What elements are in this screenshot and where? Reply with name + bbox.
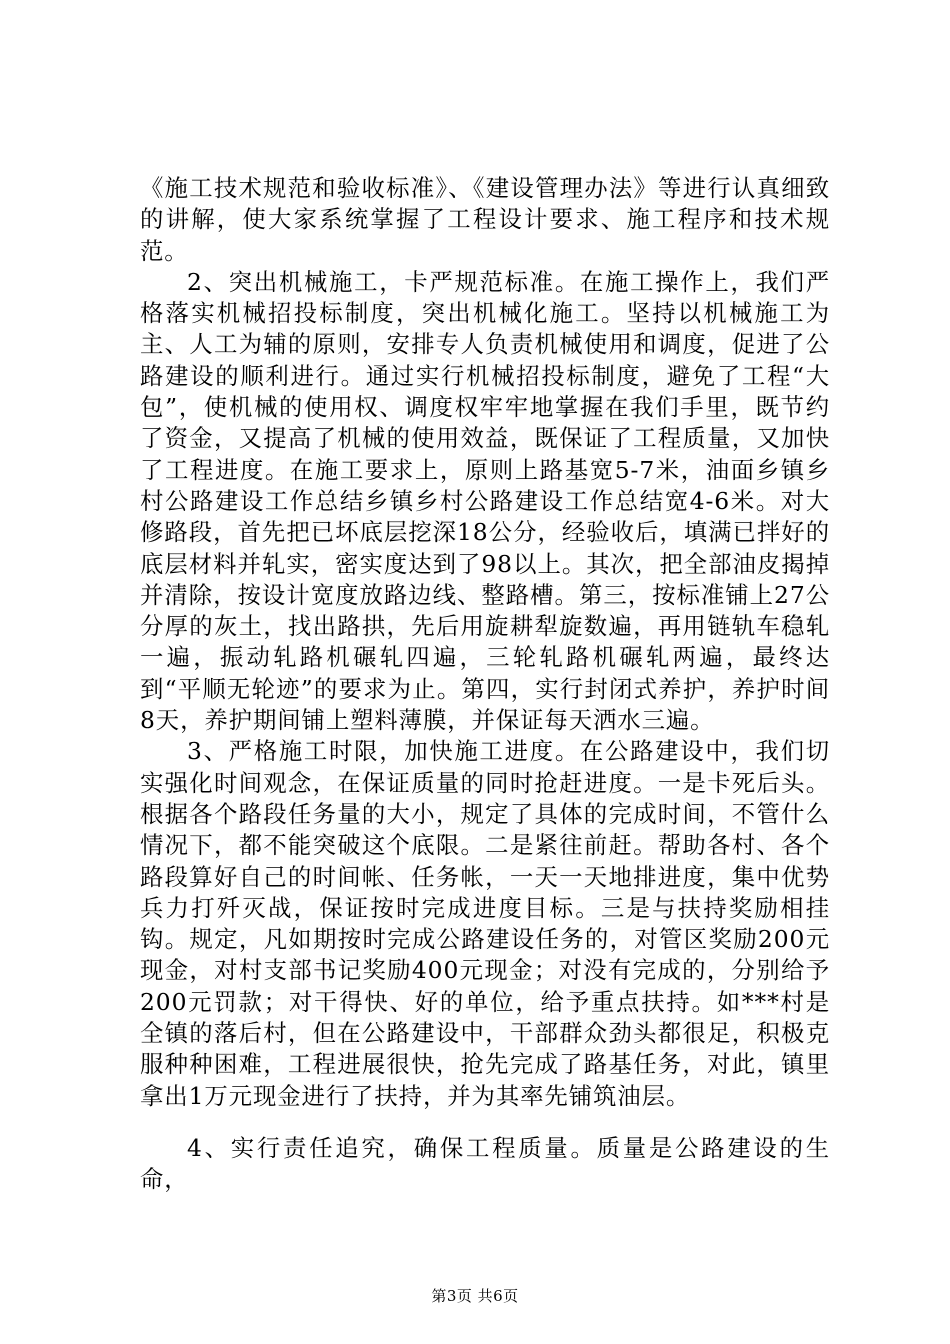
paragraph-construction-deadline: 3、严格施工时限，加快施工进度。在公路建设中，我们切实强化时间观念，在保证质量的同时抢赶进度。一是卡死后头。根据各个路段任务量的大小，规定了具体的完成时间，不管什么情况下，都不能突破这个底限。二是紧往前赶。帮助各村、各个路段算好自己的时间帐、任务帐，一天一天地排进度，集中优势兵力打歼灭战，保证按时完成进度目标。三是与扶持奖励相挂钩。规定，凡如期按时完成公路建设任务的，对管区奖励200元现金，对村支部书记奖励400元现金；对没有完成的，分别给予200元罚款；对干得快、好的单位，给予重点扶持。如***村是全镇的落后村，但在公路建设中，干部群众劲头都很足，积极克服种种困难，工程进展很快，抢先完成了路基任务，对此，镇里拿出1万元现金进行了扶持，并为其率先铺筑油层。	[140, 737, 830, 1110]
page-number-footer: 第3页 共6页	[431, 1287, 519, 1305]
paragraph-mechanical-construction: 2、突出机械施工，卡严规范标准。在施工操作上，我们严格落实机械招投标制度，突出机械化施工。坚持以机械施工为主、人工为辅的原则，安排专人负责机械使用和调度，促进了公路建设的顺利进行。通过实行机械招投标制度，避免了工程“大包”，使机械的使用权、调度权牢牢地掌握在我们手里，既节约了资金，又提高了机械的使用效益，既保证了工程质量，又加快了工程进度。在施工要求上，原则上路基宽5-7米，油面乡镇乡村公路建设工作总结乡镇乡村公路建设工作总结宽4-6米。对大修路段，首先把已坏底层挖深18公分，经验收后，填满已拌好的底层材料并轧实，密实度达到了98以上。其次，把全部油皮揭掉并清除，按设计宽度放路边线、整路槽。第三，按标准铺上27公分厚的灰土，找出路拱，先后用旋耕犁旋数遍，再用链轨车稳轧一遍，振动轧路机碾轧四遍，三轮轧路机碾轧两遍，最终达到“平顺无轮迹”的要求为止。第四，实行封闭式养护，养护时间8天，养护期间铺上塑料薄膜，并保证每天洒水三遍。	[140, 267, 830, 735]
paragraph-responsibility: 4、实行责任追究，确保工程质量。质量是公路建设的生命，	[140, 1133, 830, 1194]
paragraph-continuation: 《施工技术规范和验收标准》、《建设管理办法》等进行认真细致的讲解，使大家系统掌握了工程设计要求、施工程序和技术规范。	[140, 174, 830, 265]
document-body	[140, 173, 830, 1196]
